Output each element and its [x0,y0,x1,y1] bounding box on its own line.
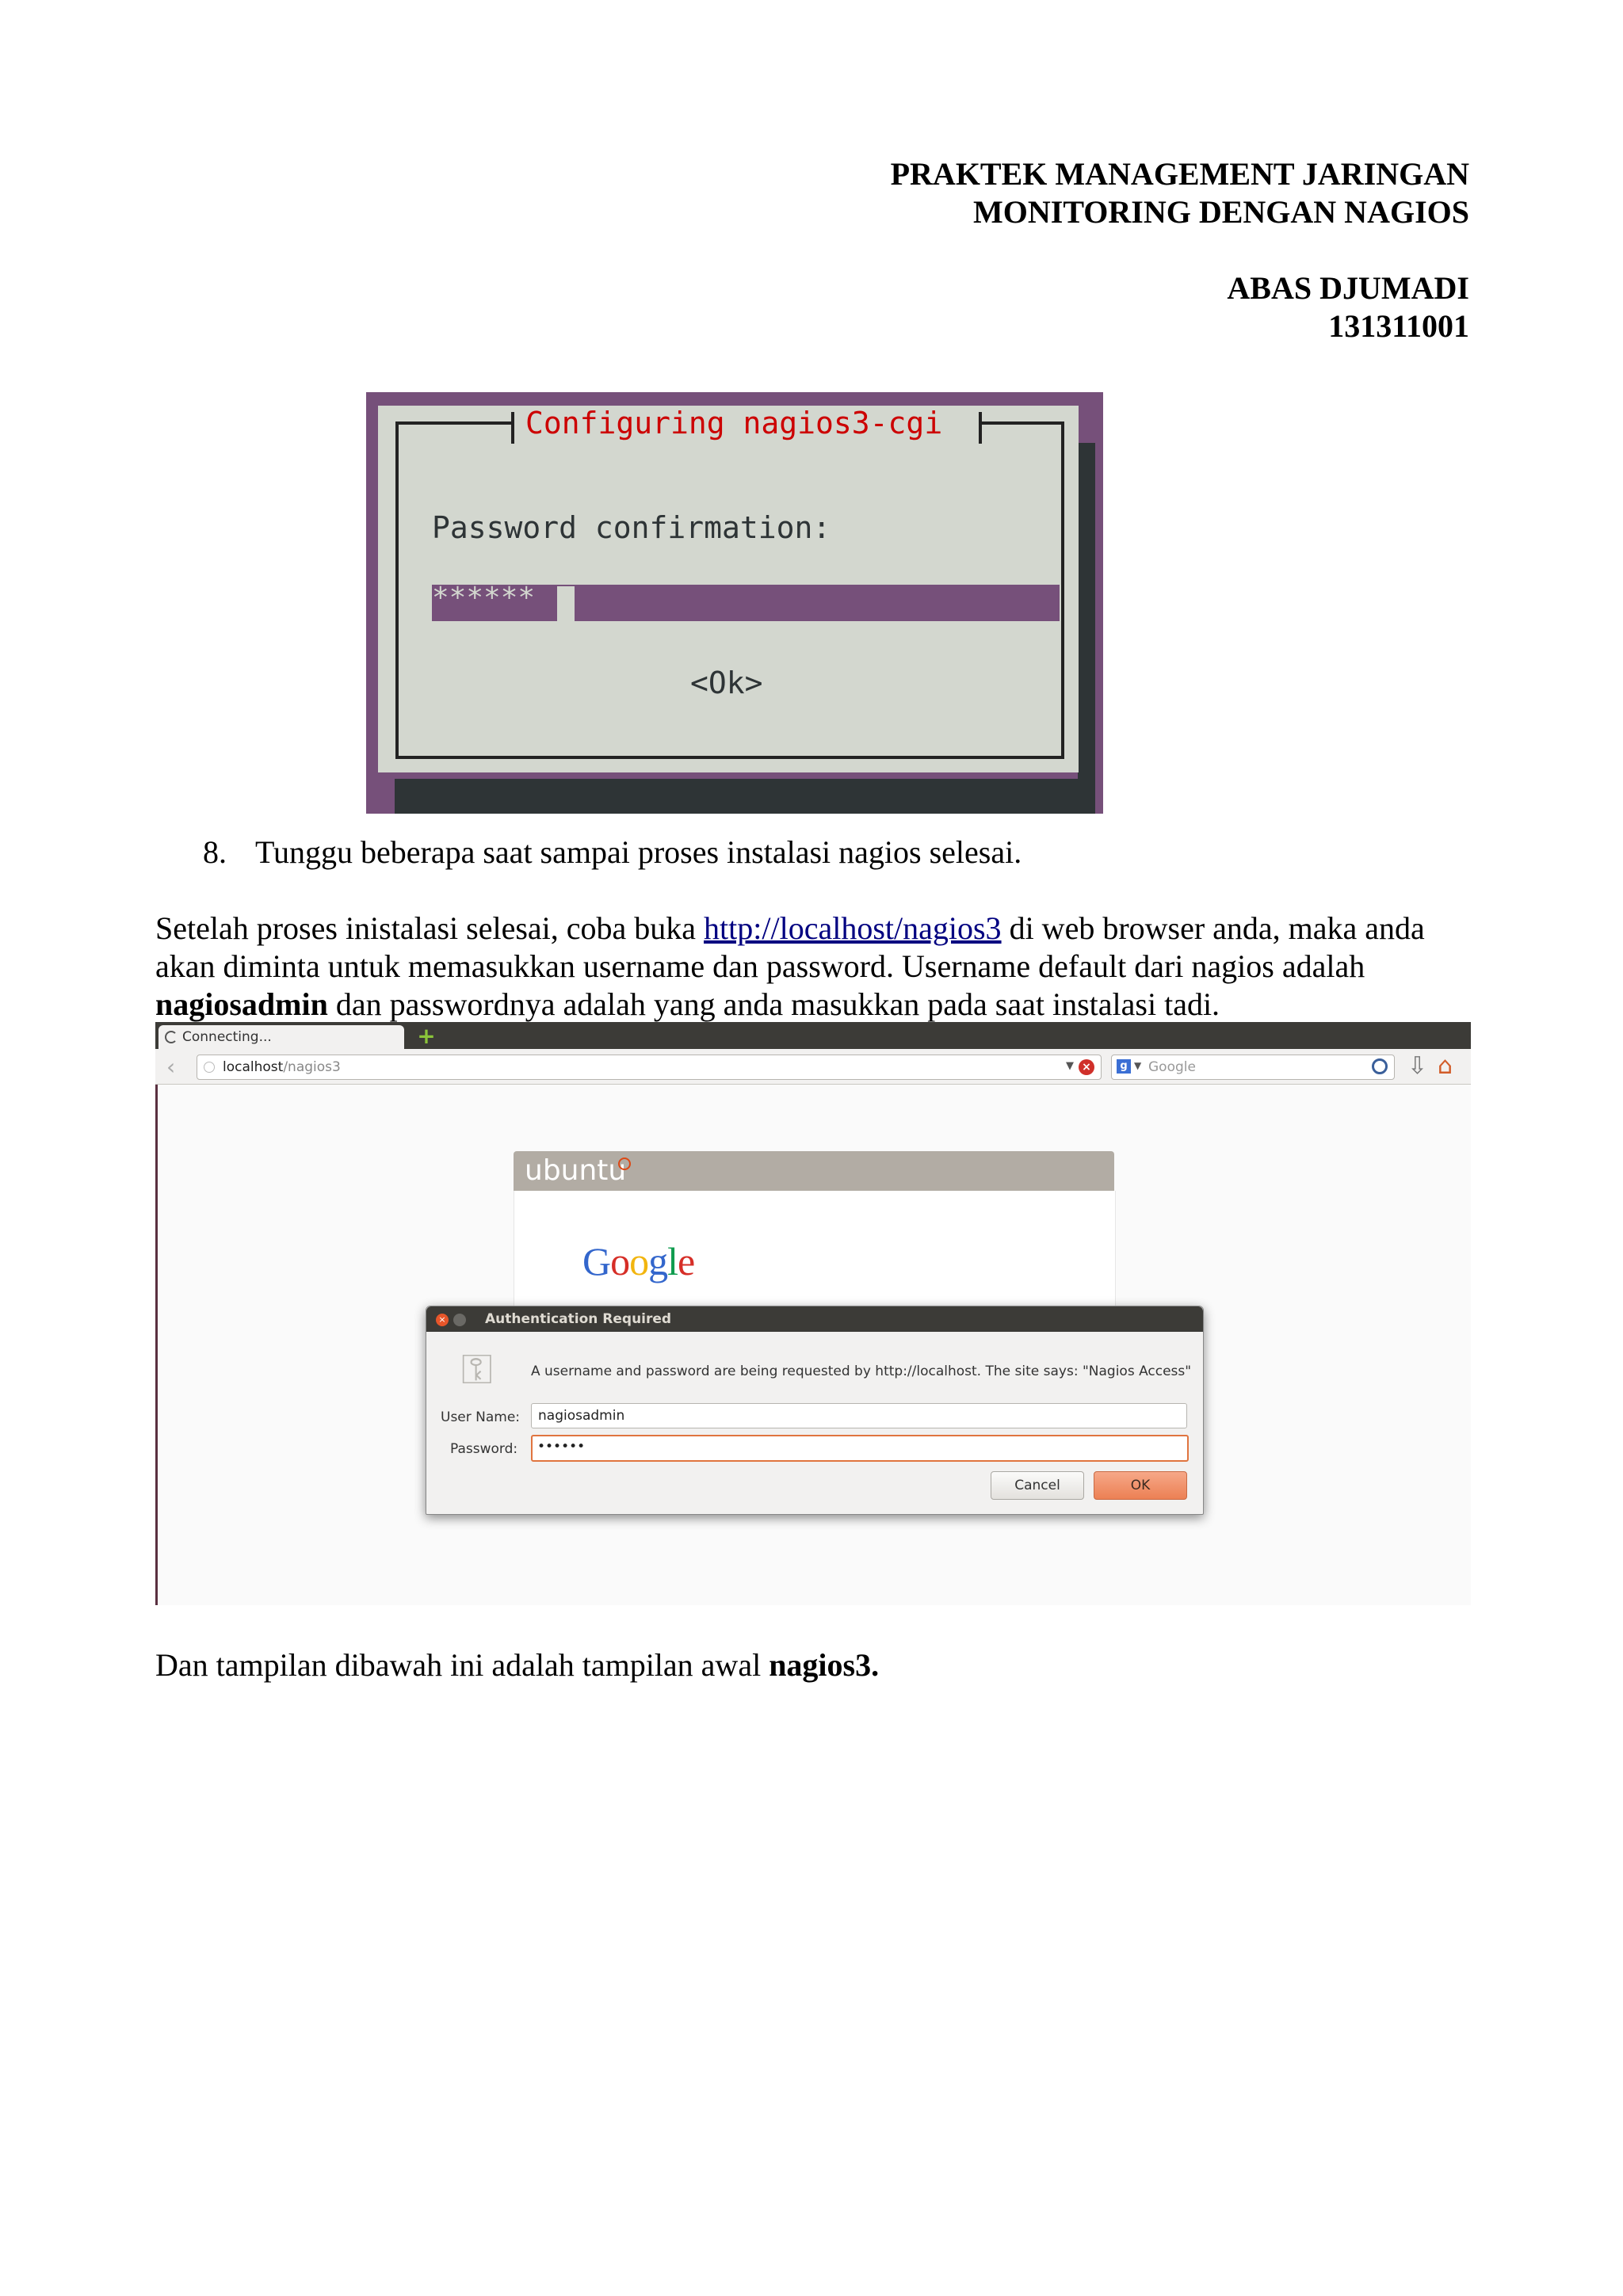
navigation-bar [155,1049,1471,1085]
password-input[interactable]: •••••• [531,1435,1189,1462]
loading-spinner-icon [165,1031,178,1043]
paragraph-text: di web browser anda, maka anda akan diminta untuk memasukkan username dan password. Username default dari nagios adalah [155,910,1425,984]
address-bar[interactable] [197,1055,1102,1080]
close-icon[interactable]: × [436,1314,449,1326]
stop-icon[interactable]: × [1079,1059,1094,1075]
ubuntu-logo: ubuntu [525,1154,627,1187]
nagios3-bold-text: nagios3. [769,1647,880,1683]
start-page-content [514,1191,1116,1322]
dialog-panel [378,406,1079,772]
header-title-line2: MONITORING DENGAN NAGIOS [973,194,1469,230]
password-label: Password: [450,1441,518,1457]
browser-tab[interactable] [158,1025,404,1049]
list-item-text: Tunggu beberapa saat sampai proses instalasi nagios selesai. [255,834,1022,870]
dialog-frame [395,406,1064,759]
dialog-title: Authentication Required [485,1311,672,1327]
paragraph-text: Dan tampilan dibawah ini adalah tampilan awal [155,1647,769,1683]
nagios-url-link[interactable]: http://localhost/nagios3 [704,910,1002,946]
ubuntu-circle-icon [618,1158,631,1170]
list-number: 8. [203,834,227,870]
paragraph-text: dan passwordnya adalah yang anda masukkan pada saat instalasi tadi. [327,986,1220,1022]
new-tab-icon[interactable]: + [417,1023,436,1049]
ok-button[interactable]: <Ok> [690,666,763,700]
google-logo: Google [582,1239,695,1283]
username-input[interactable]: nagiosadmin [531,1403,1187,1428]
paragraph-text: Setelah proses inistalasi selesai, coba buka [155,910,705,946]
text-cursor [557,586,575,621]
dialog-titlebar [426,1306,1203,1332]
magnifier-icon[interactable] [1372,1058,1388,1074]
minimize-icon[interactable] [453,1314,466,1326]
browser-screenshot [155,1022,1471,1605]
globe-icon [204,1062,215,1073]
download-icon[interactable]: ⇩ [1407,1052,1428,1080]
cancel-button[interactable]: Cancel [991,1471,1084,1500]
dialog-shadow-right [1078,443,1095,814]
search-placeholder: Google [1148,1059,1196,1075]
search-box[interactable] [1111,1055,1395,1080]
ubuntu-start-header [514,1151,1114,1191]
dialog-shadow-bottom [395,779,1095,814]
back-arrow-icon[interactable]: ‹ [166,1054,176,1080]
paragraph-login-instructions [155,910,1471,1024]
header-title-line1: PRAKTEK MANAGEMENT JARINGAN [890,156,1469,192]
dialog-title: Configuring nagios3-cgi [525,406,943,441]
password-confirmation-label: Password confirmation: [432,510,831,545]
default-username: nagiosadmin [155,986,328,1022]
key-icon: ⚿ [461,1346,493,1394]
history-dropdown-icon[interactable]: ▼ [1066,1060,1074,1072]
tab-bar [155,1022,1471,1049]
google-search-engine-icon[interactable]: g [1117,1059,1131,1074]
auth-message: A username and password are being requested by http://localhost. The site says: "Nagios Access" [531,1363,1192,1379]
ok-button[interactable]: OK [1094,1471,1187,1500]
password-masked-value: ****** [432,582,536,614]
header-author: ABAS DJUMADI [1227,270,1469,306]
username-label: User Name: [441,1409,521,1425]
terminal-dialog-screenshot [366,392,1103,814]
search-engine-dropdown-icon[interactable]: ▼ [1134,1060,1142,1071]
address-url: localhost/nagios3 [223,1059,341,1075]
paragraph-initial-view [155,1646,879,1684]
tab-label: Connecting... [182,1029,272,1045]
home-icon[interactable]: ⌂ [1438,1052,1453,1080]
header-student-id: 131311001 [1328,308,1469,344]
authentication-dialog [426,1306,1204,1515]
